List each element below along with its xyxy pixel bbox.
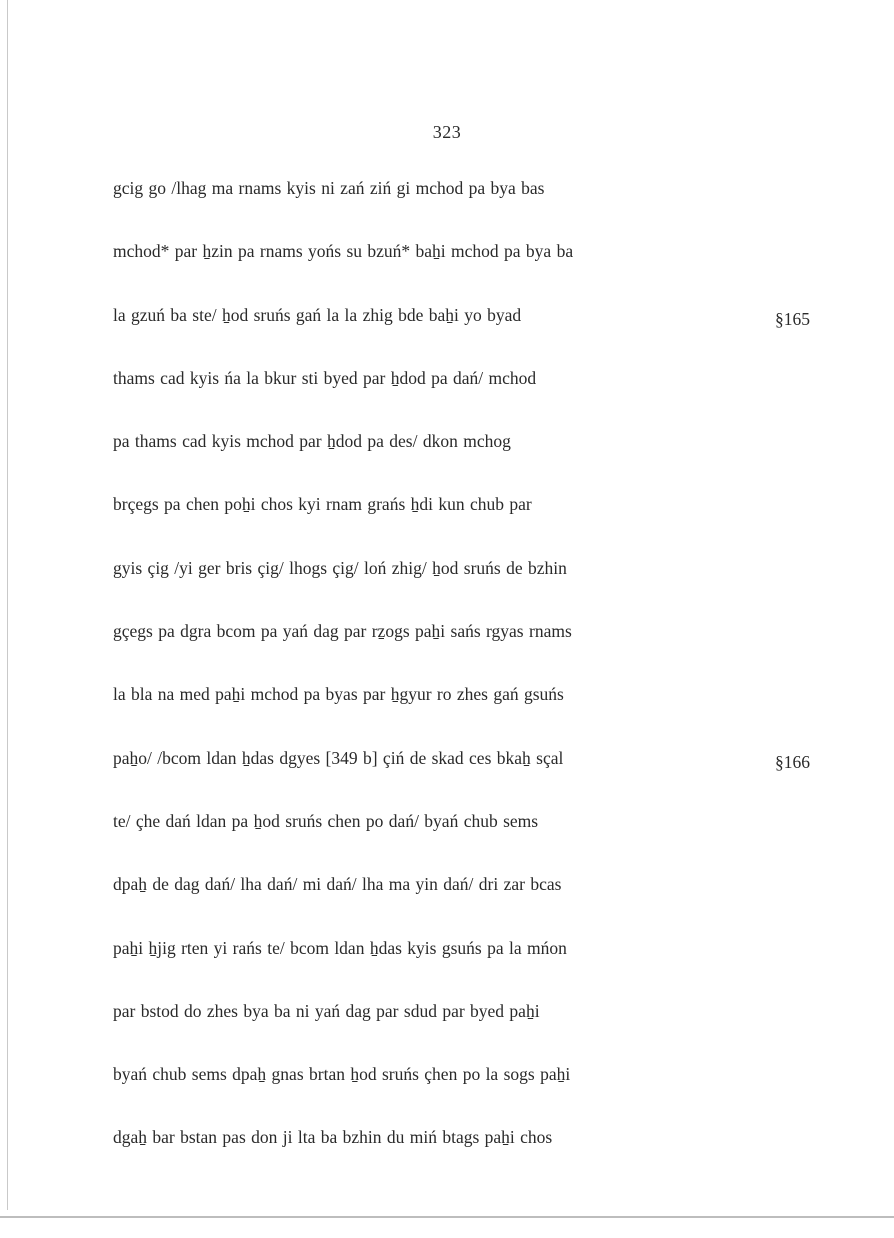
- text-body: [113, 173, 773, 1186]
- text-line: paẖo/ /bcom ldan ẖdas dgyes [349 b] çiń de skad ces bkaẖ sçal: [113, 747, 564, 768]
- text-line: gyis çig /yi ger bris çig/ lhogs çig/ loń zhig/ ẖod sruńs de bzhin: [113, 557, 567, 578]
- text-line: mchod* par ẖzin pa rnams yońs su bzuń* baẖi mchod pa bya ba: [113, 241, 574, 262]
- text-line: par bstod do zhes bya ba ni yań dag par sdud par byed paẖi: [113, 1000, 540, 1021]
- text-line: la gzuń ba ste/ ẖod sruńs gań la la zhig bde baẖi yo byad: [113, 304, 522, 325]
- text-line: dpaẖ de dag dań/ lha dań/ mi dań/ lha ma yin dań/ dri zar bcas: [113, 874, 562, 895]
- text-line: brçegs pa chen poẖi chos kyi rnam grańs ẖdi kun chub par: [113, 494, 532, 515]
- page-edge-bottom: [0, 1216, 894, 1218]
- text-line: gçegs pa dgra bcom pa yań dag par rẕogs paẖi sańs rgyas rnams: [113, 621, 572, 642]
- page-edge-left: [7, 0, 8, 1210]
- text-line: te/ çhe dań ldan pa ẖod sruńs chen po dań/ byań chub sems: [113, 810, 539, 831]
- text-line: la bla na med paẖi mchod pa byas par ẖgyur ro zhes gań gsuńs: [113, 684, 564, 705]
- text-line: pa thams cad kyis mchod par ẖdod pa des/ dkon mchog: [113, 431, 511, 452]
- text-line: paẖi ẖjig rten yi rańs te/ bcom ldan ẖdas kyis gsuńs pa la mńon: [113, 937, 567, 958]
- text-line: dgaẖ bar bstan pas don ji lta ba bzhin du miń btags paẖi chos: [113, 1127, 553, 1148]
- text-line: byań chub sems dpaẖ gnas brtan ẖod sruńs çhen po la sogs paẖi: [113, 1064, 571, 1085]
- text-line: gcig go /lhag ma rnams kyis ni zań ziń gi mchod pa bya bas: [113, 178, 545, 198]
- section-mark-166: §166: [775, 752, 810, 772]
- page-number: 323: [432, 122, 462, 142]
- text-line: thams cad kyis ńa la bkur sti byed par ẖdod pa dań/ mchod: [113, 367, 537, 388]
- section-mark-165: §165: [775, 309, 810, 329]
